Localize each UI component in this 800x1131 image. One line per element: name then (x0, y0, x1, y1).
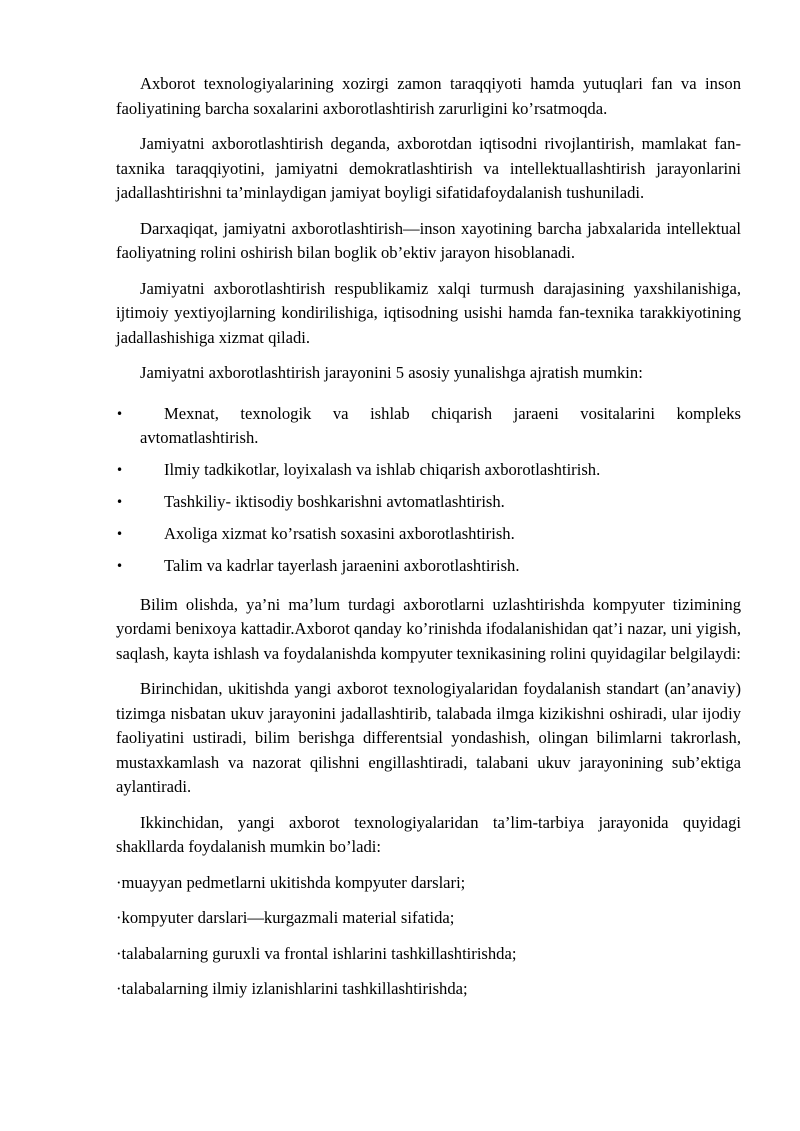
paragraph-body-2: Birinchidan, ukitishda yangi axborot texnologiyalaridan foydalanish standart (an’anaviy) tizimga nisbatan ukuv jarayonini jadallashtirib, talabada ilmga kizikishni oshiradi, ular ijodiy faoliyatini ustiradi, bilim berishga differentsial yondashish, olingan bilimlarni takrorlash, mustaxkamlash va nazorat qilishni engillashtiradi, talabani ukuv jarayonining sub’ektiga aylantiradi. (116, 679, 741, 796)
list-item-text: Mexnat, texnologik va ishlab chiqarish jaraeni vositalarini kompleks avtomatlashtirish. (140, 403, 741, 447)
paragraph-body-3: Ikkinchidan, yangi axborot texnologiyalaridan ta’lim-tarbiya jarayonida quyidagi shakllarda foydalanish mumkin bo’ladi: (116, 812, 741, 856)
dash-item-2: ·kompyuter darslari—kurgazmali material sifatida; (116, 908, 455, 927)
paragraph-body-1: Bilim olishda, ya’ni ma’lum turdagi axborotlarni uzlashtirishda kompyuter tizimining yordami benixoya kattadir.Axborot qanday ko’rinishda ifodalanishidan qat’i nazar, uni yigish, saqlash, kayta ishlash va foydalanishda kompyuter texnikasining rolini quyidagilar belgilaydi: (116, 594, 741, 663)
list-item (116, 490, 741, 515)
bullet-icon: • (116, 463, 124, 477)
paragraph-intro-2: Jamiyatni axborotlashtirish deganda, axborotdan iqtisodni rivojlantirish, mamlakat fan-taxnika taraqqiyotini, jamiyatni demokratlashtirish va intellektuallashtirish jarayonlarini jadallashtirishni ta’minlaydigan jamiyat boyligi sifatidafoydalanish tushuniladi. (116, 134, 741, 202)
bullet-icon: • (116, 495, 124, 509)
paragraph-intro-1: Axborot texnologiyalarining xozirgi zamon taraqqiyoti hamda yutuqlari fan va inson faoliyatining barcha soxalarini axborotlashtirish zarurligini ko’rsatmoqda. (116, 74, 741, 118)
bullet-icon: • (116, 559, 124, 573)
list-item (116, 522, 741, 547)
paragraph-intro-5: Jamiyatni axborotlashtirish jarayonini 5 asosiy yunalishga ajratish mumkin: (140, 363, 643, 382)
paragraph-intro-3: Darxaqiqat, jamiyatni axborotlashtirish—inson xayotining barcha jabxalarida intellektual faoliyatning rolini oshirish bilan boglik ob’ektiv jarayon hisoblanadi. (116, 218, 741, 262)
dash-item-3: ·talabalarning guruxli va frontal ishlarini tashkillashtirishda; (116, 943, 517, 963)
bullet-icon: • (116, 527, 124, 541)
list-item-text: Tashkiliy- iktisodiy boshkarishni avtomatlashtirish. (164, 492, 505, 511)
list-item-text: Talim va kadrlar tayerlash jaraenini axborotlashtirish. (164, 556, 520, 575)
dash-item-1: ·muayyan pedmetlarni ukitishda kompyuter darslari; (116, 872, 466, 892)
document-body (116, 72, 741, 1013)
dash-item-4: ·talabalarning ilmiy izlanishlarini tashkillashtirishda; (116, 979, 468, 998)
paragraph-intro-4: Jamiyatni axborotlashtirish respublikamiz xalqi turmush darajasining yaxshilanishiga, ijtimoiy yextiyojlarning kondirilishiga, iqtisodning usishi hamda fan-texnika tarakkiyotining jadallashishiga xizmat qiladi. (116, 278, 741, 347)
list-item-text: Axoliga xizmat ko’rsatish soxasini axborotlashtirish. (164, 524, 515, 543)
list-item (116, 402, 741, 451)
list-item (116, 554, 741, 579)
list-item-text: Ilmiy tadkikotlar, loyixalash va ishlab chiqarish axborotlashtirish. (164, 460, 601, 479)
bullet-icon: • (116, 406, 124, 421)
list-item (116, 458, 741, 483)
direction-list (116, 402, 741, 579)
